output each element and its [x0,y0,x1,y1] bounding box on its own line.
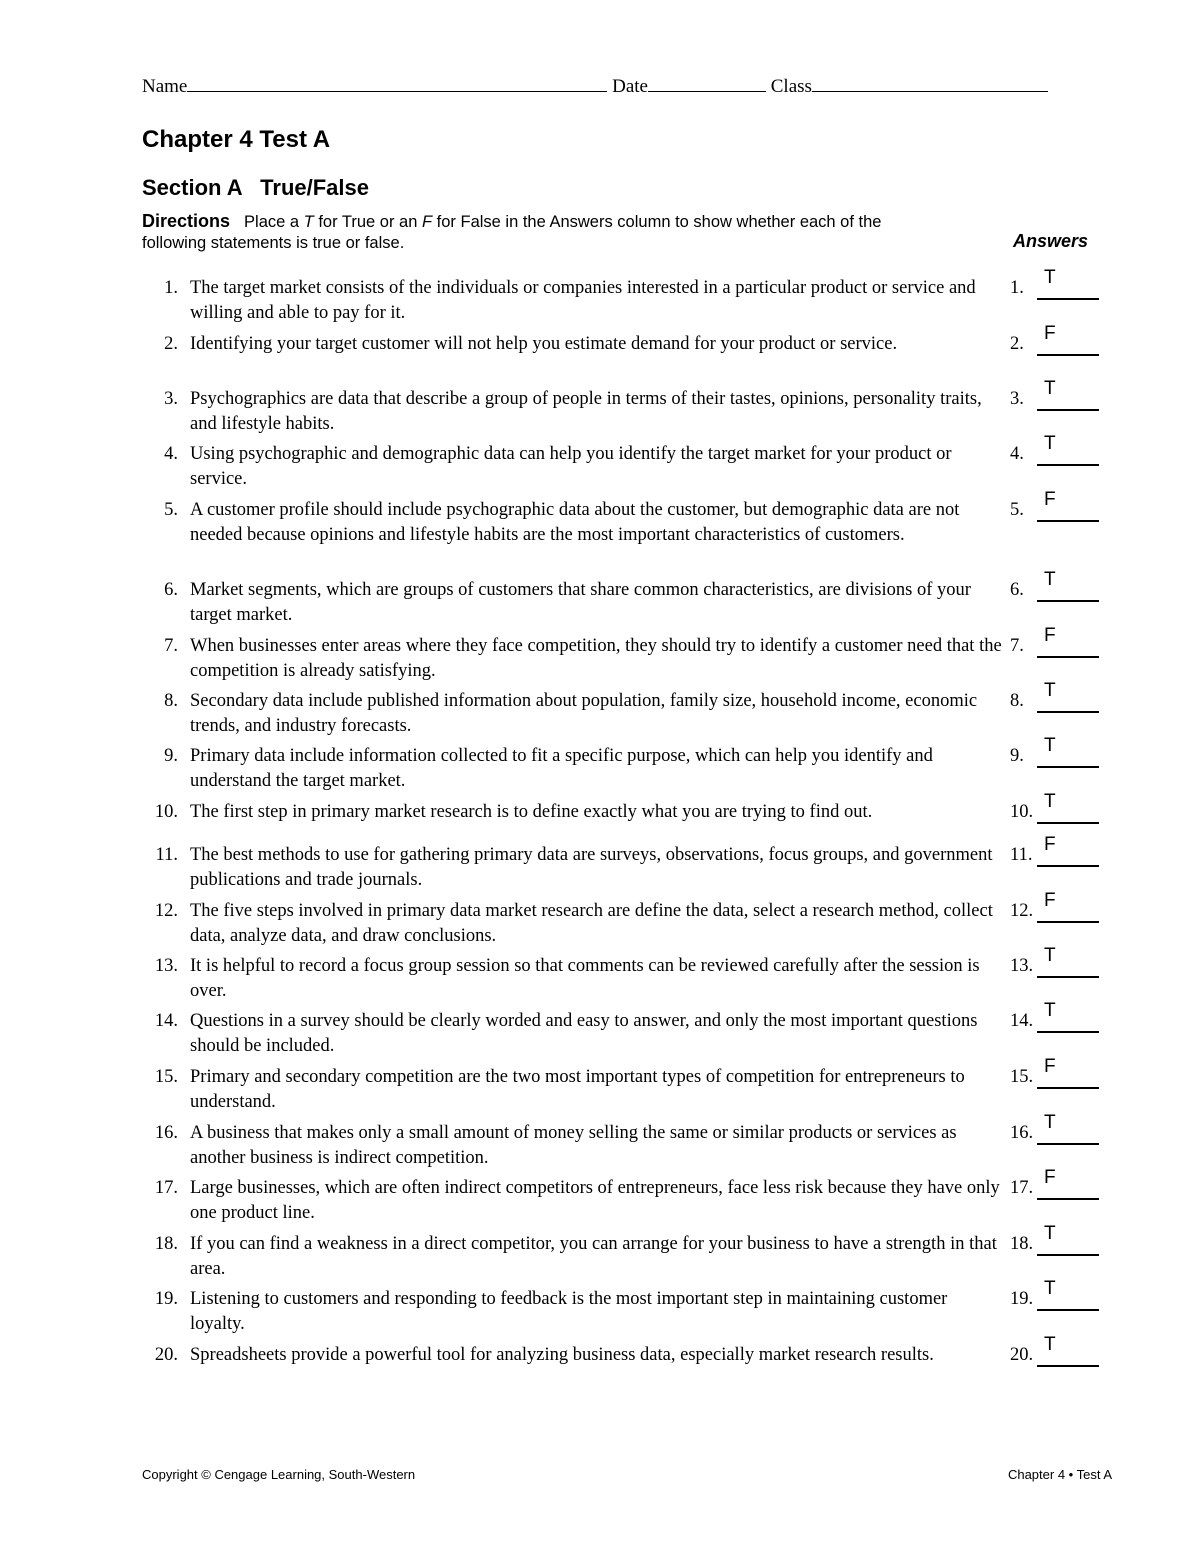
class-blank[interactable] [812,74,1048,92]
question-text: Primary data include information collected to fit a specific purpose, which can help you identify and understand the target market. [190,746,933,791]
question-text: It is helpful to record a focus group session so that comments can be reviewed carefully after the session is over. [190,956,980,1001]
answer-value: T [1044,378,1056,399]
question-text: The best methods to use for gathering primary data are surveys, observations, focus groups, and government publications and trade journals. [190,845,993,890]
question-number: 15. [154,1067,178,1087]
question-number: 9. [164,746,178,766]
answer-number: 19. [1010,1289,1034,1309]
directions-text-3: for False in the Answers column to show whether each of the following statements is true or false. [142,213,882,252]
answer-field[interactable] [1037,1000,1099,1033]
date-label: Date [612,76,648,97]
answer-value: T [1044,791,1056,812]
question-number: 13. [154,956,178,976]
question-row [140,625,1100,684]
question-number: 3. [164,389,178,409]
answer-value: T [1044,433,1056,454]
question-number: 16. [154,1123,178,1143]
answer-number: 18. [1010,1234,1034,1254]
question-number: 19. [154,1289,178,1309]
answer-number: 10. [1010,802,1034,822]
question-row [140,433,1100,492]
question-row [140,834,1100,893]
question-number: 7. [164,636,178,656]
question-row [140,1112,1100,1171]
question-row [140,323,1100,382]
answer-field[interactable] [1037,1223,1099,1256]
question-number: 5. [164,500,178,520]
answer-value: T [1044,1278,1056,1299]
question-number: 12. [154,901,178,921]
directions-label: Directions [142,211,231,231]
question-number: 2. [164,334,178,354]
answer-value: F [1044,1167,1056,1188]
date-blank[interactable] [648,74,766,92]
answer-number: 12. [1010,901,1034,921]
question-number: 1. [164,278,178,298]
answer-field[interactable] [1037,489,1099,522]
answer-value: T [1044,1000,1056,1021]
question-text: Market segments, which are groups of customers that share common characteristics, are divisions of your target market. [190,580,971,625]
question-number: 11. [155,845,178,865]
section-name: True/False [260,175,370,200]
answer-field[interactable] [1037,625,1099,658]
answer-value: F [1044,625,1056,646]
question-row [140,1056,1100,1115]
answer-value: T [1044,267,1056,288]
answer-value: T [1044,1223,1056,1244]
question-text: A business that makes only a small amount of money selling the same or similar products or services as another business is indirect competition. [190,1123,957,1168]
question-text: Psychographics are data that describe a group of people in terms of their tastes, opinions, personality traits, and lifestyle habits. [190,389,982,434]
question-text: Large businesses, which are often indirect competitors of entrepreneurs, face less risk because they have only one product line. [190,1178,1000,1223]
question-number: 8. [164,691,178,711]
question-text: Identifying your target customer will not help you estimate demand for your product or service. [190,334,898,354]
question-row [140,1000,1100,1059]
question-text: Listening to customers and responding to feedback is the most important step in maintaining customer loyalty. [190,1289,948,1334]
question-number: 6. [164,580,178,600]
answer-field[interactable] [1037,735,1099,768]
question-row [140,1334,1100,1393]
answer-field[interactable] [1037,1334,1099,1367]
answer-field[interactable] [1037,680,1099,713]
answer-number: 13. [1010,956,1034,976]
question-text: If you can find a weakness in a direct competitor, you can arrange for your business to have a strength in that area. [190,1234,997,1279]
answer-value: F [1044,489,1056,510]
answer-number: 6. [1010,580,1024,600]
answer-value: F [1044,1056,1056,1077]
answer-field[interactable] [1037,378,1099,411]
answer-number: 16. [1010,1123,1034,1143]
answer-number: 9. [1010,746,1024,766]
question-row [140,378,1100,437]
answer-field[interactable] [1037,1056,1099,1089]
answer-number: 1. [1010,278,1024,298]
question-row [140,890,1100,949]
answer-value: F [1044,323,1056,344]
directions-f-letter: F [421,213,433,231]
question-text: The target market consists of the individuals or companies interested in a particular product or service and willing and able to pay for it. [190,278,976,323]
question-number: 20. [154,1345,178,1365]
answer-field[interactable] [1037,569,1099,602]
question-text: When businesses enter areas where they face competition, they should try to identify a customer need that the competition is already satisfying. [190,636,1002,681]
answer-value: F [1044,890,1056,911]
answer-number: 3. [1010,389,1024,409]
answer-value: T [1044,1334,1056,1355]
section-title [142,175,369,201]
answer-number: 7. [1010,636,1024,656]
question-text: Primary and secondary competition are the two most important types of competition for entrepreneurs to understand. [190,1067,965,1112]
answer-field[interactable] [1037,1167,1099,1200]
answer-number: 20. [1010,1345,1034,1365]
answer-value: T [1044,1112,1056,1133]
directions [142,211,942,254]
directions-text-2: for True or an [313,213,422,231]
question-text: Secondary data include published information about population, family size, household income, economic trends, and industry forecasts. [190,691,978,736]
question-number: 10. [154,802,178,822]
question-row [140,569,1100,628]
header-fields [142,74,1087,98]
question-row [140,1223,1100,1282]
question-text: Questions in a survey should be clearly worded and easy to answer, and only the most important questions should be included. [190,1011,978,1056]
question-row [140,945,1100,1004]
answer-field[interactable] [1037,267,1099,300]
answer-number: 15. [1010,1067,1034,1087]
answer-field[interactable] [1037,890,1099,923]
answer-number: 11. [1010,845,1033,865]
question-row [140,680,1100,739]
answer-field[interactable] [1037,433,1099,466]
answer-number: 17. [1010,1178,1034,1198]
question-text: Using psychographic and demographic data can help you identify the target market for your product or service. [190,444,952,489]
directions-t-letter: T [303,213,314,231]
answer-field[interactable] [1037,834,1099,867]
question-text: Spreadsheets provide a powerful tool for analyzing business data, especially market research results. [190,1345,934,1365]
answer-value: T [1044,680,1056,701]
name-label: Name [142,76,188,97]
answers-heading: Answers [1013,231,1089,251]
question-number: 18. [154,1234,178,1254]
answer-field[interactable] [1037,1112,1099,1145]
question-number: 14. [154,1011,178,1031]
answer-value: F [1044,834,1056,855]
question-number: 17. [154,1178,178,1198]
question-row [140,1278,1100,1337]
answer-field[interactable] [1037,945,1099,978]
answer-field[interactable] [1037,1278,1099,1311]
question-row [140,489,1100,548]
question-text: The five steps involved in primary data market research are define the data, select a research method, collect data, analyze data, and draw conclusions. [190,901,993,946]
answer-field[interactable] [1037,791,1099,824]
section-letter: Section A [142,175,242,200]
answer-number: 14. [1010,1011,1034,1031]
question-text: The first step in primary market research is to define exactly what you are trying to find out. [190,802,873,822]
question-row [140,735,1100,794]
answer-number: 2. [1010,334,1024,354]
directions-text-1: Place a [244,213,304,231]
chapter-title: Chapter 4 Test A [142,126,331,153]
class-label: Class [770,76,812,97]
question-row [140,267,1100,326]
answer-number: 4. [1010,444,1024,464]
footer-page-label: Chapter 4 • Test A [1007,1467,1112,1482]
question-text: A customer profile should include psychographic data about the customer, but demographic data are not needed because opinions and lifestyle habits are the most important characteristics of customers. [190,500,960,545]
answer-field[interactable] [1037,323,1099,356]
footer-copyright: Copyright © Cengage Learning, South-Western [142,1467,416,1482]
question-number: 4. [164,444,178,464]
name-blank[interactable] [187,74,607,92]
answer-value: T [1044,569,1056,590]
answer-number: 8. [1010,691,1024,711]
question-row [140,1167,1100,1226]
answer-value: T [1044,735,1056,756]
answer-value: T [1044,945,1056,966]
answer-number: 5. [1010,500,1024,520]
